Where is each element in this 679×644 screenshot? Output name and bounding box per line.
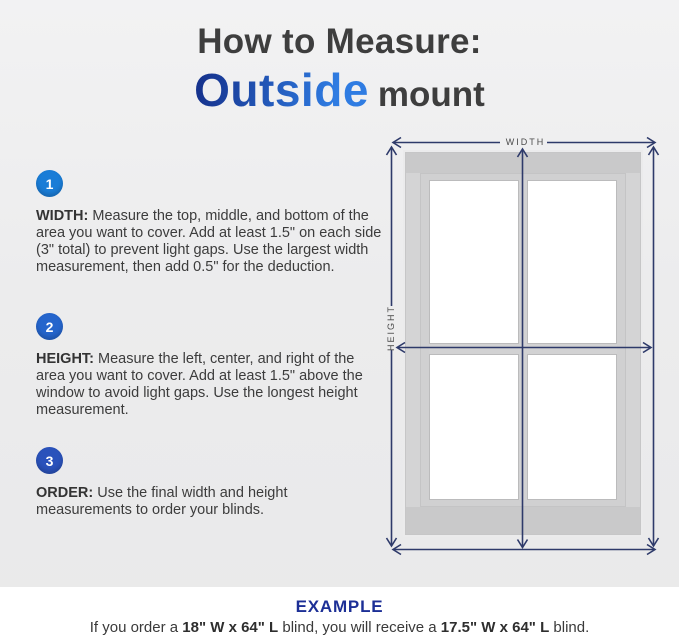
title-line-1: How to Measure: <box>197 22 482 61</box>
width-label: WIDTH <box>505 136 546 147</box>
step-label: WIDTH: <box>36 208 89 224</box>
step-number-badge: 3 <box>36 447 63 474</box>
step-item-order <box>36 447 382 519</box>
step-item-height <box>36 313 382 419</box>
example-order-size: 18" W x 64" L <box>182 619 279 636</box>
step-number-badge: 1 <box>36 170 63 197</box>
example-suffix: blind. <box>549 619 590 636</box>
step-text <box>36 485 382 519</box>
step-text <box>36 208 382 276</box>
title-line-2 <box>0 63 679 117</box>
window-diagram <box>378 128 673 573</box>
title-highlight: Outside <box>194 64 369 116</box>
example-middle: blind, you will receive a <box>278 619 441 636</box>
step-body: Use the final width and height measurements to order your blinds. <box>36 485 288 518</box>
center-width-arrow-icon <box>397 343 651 353</box>
dimension-arrows <box>378 128 673 573</box>
example-text <box>0 619 679 636</box>
step-text <box>36 351 382 419</box>
page-title <box>0 22 679 117</box>
step-item-width <box>36 170 382 276</box>
dimension-arrows-group <box>387 138 659 555</box>
example-section <box>0 587 679 644</box>
step-label: ORDER: <box>36 485 94 501</box>
title-suffix: mount <box>377 75 485 114</box>
height-label: HEIGHT <box>386 305 396 352</box>
example-receive-size: 17.5" W x 64" L <box>440 619 550 636</box>
step-label: HEIGHT: <box>36 351 94 367</box>
example-prefix: If you order a <box>89 619 183 636</box>
step-body: Measure the left, center, and right of the area you want to cover. Add at least 1.5" above the window to avoid light gaps. Use the longest height measurement. <box>36 351 363 418</box>
step-number-badge: 2 <box>36 313 63 340</box>
example-heading: EXAMPLE <box>295 597 384 616</box>
step-body: Measure the top, middle, and bottom of the area you want to cover. Add at least 1.5" on each side (3" total) to prevent light gaps. Use the largest width measurement, then add 0.5" for the deduction. <box>36 208 382 275</box>
